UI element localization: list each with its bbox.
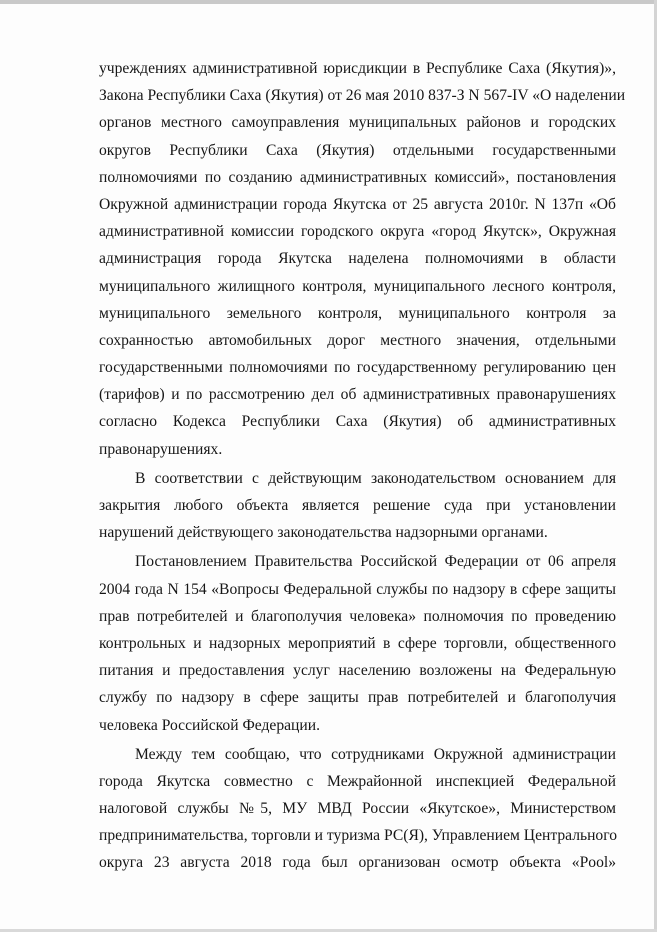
text-line: округов Республики Саха (Якутия) отдельными государственными <box>99 141 616 159</box>
text-line: предпринимательства, торговли и туризма РС(Я), Управлением Центрального <box>99 827 618 845</box>
text-line: правонарушениях. <box>99 440 223 458</box>
text-line: сохранностью автомобильных дорог местного значения, отдельными <box>99 331 616 349</box>
text-line: Между тем сообщаю, что сотрудниками Окружной администрации <box>135 745 616 763</box>
text-line: нарушений действующего законодательства надзорными органами. <box>99 524 548 542</box>
text-line: города Якутска совместно с Межрайонной инспекцией Федеральной <box>99 772 616 790</box>
text-line: службу по надзору в сфере защиты прав потребителей и благополучия <box>99 689 616 707</box>
text-line: административной комиссии городского округа «город Якутск», Окружная <box>99 223 616 241</box>
text-line: государственными полномочиями по государственному регулированию цен <box>99 359 616 377</box>
text-line: органов местного самоуправления муниципальных районов и городских <box>99 114 616 132</box>
text-line: администрация города Якутска наделена полномочиями в области <box>99 250 616 268</box>
text-line: 2004 года N 154 «Вопросы Федеральной службы по надзору в сфере защиты <box>99 580 616 598</box>
text-line: Закона Республики Саха (Якутия) от 26 мая 2010 837-З N 567-IV «О наделении <box>99 87 626 105</box>
text-line: согласно Кодекса Республики Саха (Якутия) об административных <box>99 413 616 431</box>
text-line: прав потребителей и благополучия человека» полномочия по проведению <box>99 607 616 625</box>
text-line: контрольных и надзорных мероприятий в сфере торговли, общественного <box>99 634 616 652</box>
paragraph-inspection <box>99 741 616 877</box>
text-line: полномочиями по созданию административных комиссий», постановления <box>99 168 616 186</box>
text-line: округа 23 августа 2018 года был организован осмотр объекта «Pool» <box>99 854 616 872</box>
text-line: учреждениях административной юрисдикции в Республике Саха (Якутия)», <box>99 60 616 77</box>
text-line: муниципального земельного контроля, муниципального контроля за <box>99 304 616 322</box>
text-line: человека Российской Федерации. <box>99 716 320 734</box>
text-line: Окружной администрации города Якутска от 25 августа 2010г. N 137п «Об <box>99 195 616 213</box>
document-body <box>99 55 626 877</box>
paragraph-legal-basis <box>99 55 626 463</box>
text-line: Постановлением Правительства Российской Федерации от 06 апреля <box>135 553 616 571</box>
text-line: питания и предоставления услуг населению возложены на Федеральную <box>99 662 616 680</box>
text-line: В соответствии с действующим законодательством основанием для <box>135 469 616 487</box>
text-line: муниципального жилищного контроля, муниципального лесного контроля, <box>99 277 616 295</box>
text-line: (тарифов) и по рассмотрению дел об административных правонарушениях <box>99 386 616 404</box>
scan-edge-top <box>0 0 657 4</box>
text-line: налоговой службы №5, МУ МВД России «Якутское», Министерством <box>99 800 616 818</box>
paragraph-government-resolution <box>99 548 616 738</box>
paragraph-court-decision <box>99 465 616 547</box>
text-line: закрытия любого объекта является решение суда при установлении <box>99 497 616 514</box>
